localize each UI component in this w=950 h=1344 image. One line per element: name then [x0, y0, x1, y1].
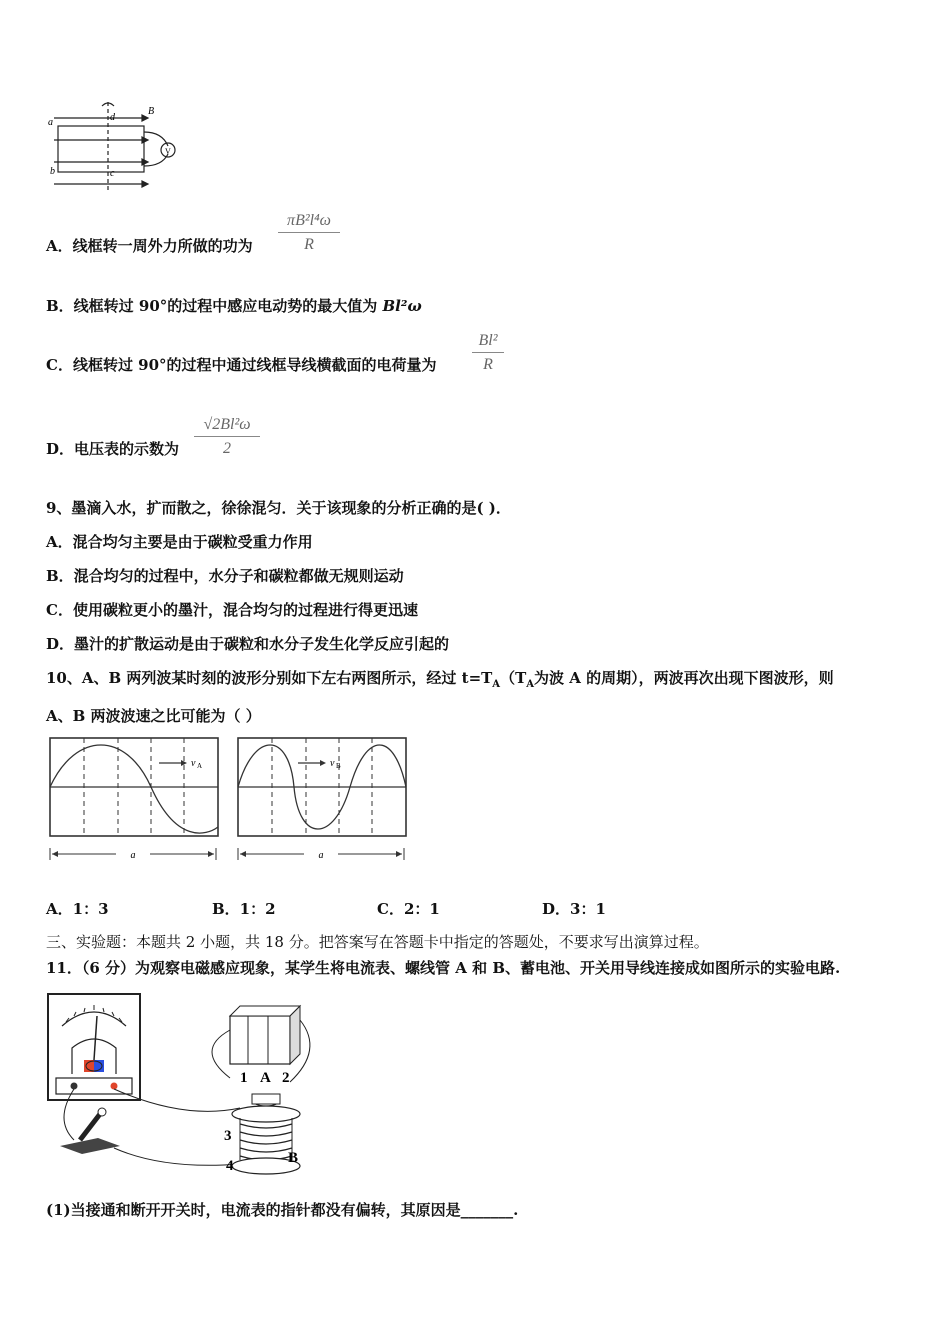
q10-option-b: B．1：2 — [212, 900, 276, 918]
q8-option-b — [46, 296, 422, 316]
label-terminal-4: 4 — [226, 1158, 234, 1174]
wave-b-figure — [234, 736, 410, 868]
label-a: a — [48, 117, 53, 128]
q11-sub1: (1)当接通和断开开关时，电流表的指针都没有偏转，其原因是_______. — [46, 1201, 519, 1219]
frac-num: √2Bl²ω — [203, 416, 251, 433]
label-b: b — [50, 166, 55, 177]
label-coil-A: A — [260, 1070, 271, 1086]
q8-option-b-text: B．线框转过 90°的过程中感应电动势的最大值为 — [46, 297, 383, 315]
q10-stem-part2: （T — [500, 669, 527, 687]
q8-option-a-text: A．线框转一周外力所做的功为 — [46, 237, 253, 255]
wave-b-velocity-label: v — [330, 758, 335, 769]
q8-option-a-fraction — [278, 212, 340, 254]
q8-option-c-text: C．线框转过 90°的过程中通过线框导线横截面的电荷量为 — [46, 356, 437, 374]
label-coil-B: B — [288, 1150, 299, 1166]
label-terminal-3: 3 — [224, 1128, 232, 1144]
wave-a-velocity-sub: A — [197, 762, 203, 770]
q9-option-a: A．混合均匀主要是由于碳粒受重力作用 — [46, 533, 313, 551]
label-terminal-2: 2 — [282, 1070, 290, 1086]
section-3-heading: 三、实验题：本题共 2 小题，共 18 分。把答案写在答题卡中指定的答题处，不要求写出演算过程。 — [46, 933, 709, 951]
q8-option-d-fraction — [194, 416, 260, 458]
q10-stem-line2: A、B 两波波速之比可能为（ ） — [46, 707, 261, 725]
q9-option-c: C．使用碳粒更小的墨汁，混合均匀的过程进行得更迅速 — [46, 601, 418, 619]
frac-den: R — [304, 236, 314, 253]
label-d: d — [110, 112, 115, 123]
label-voltmeter: V — [165, 147, 171, 156]
q8-option-c — [46, 355, 437, 375]
label-c: c — [110, 168, 115, 179]
q10-stem-part1: 10、A、B 两列波某时刻的波形分别如下左右两图所示，经过 t=T — [46, 669, 493, 687]
q10-option-d: D．3：1 — [542, 900, 606, 918]
label-terminal-1: 1 — [240, 1070, 248, 1086]
q10-option-a: A．1：3 — [46, 900, 109, 918]
wave-a-figure — [46, 736, 222, 868]
wave-a-velocity-label: v — [191, 758, 196, 769]
q8-option-d-text: D．电压表的示数为 — [46, 440, 180, 458]
q10-stem-sub2: A — [526, 679, 534, 690]
wave-b-velocity-sub: B — [336, 762, 341, 770]
wave-b-length-label: a — [318, 850, 324, 861]
q10-option-c: C．2：1 — [377, 900, 440, 918]
q10-stem-sub1: A — [492, 679, 501, 690]
q8-option-a — [46, 236, 253, 256]
label-field-B: B — [148, 106, 155, 117]
q10-stem — [46, 668, 834, 695]
frac-num: Bl² — [478, 332, 498, 349]
q8-option-c-fraction — [472, 332, 504, 374]
q10-stem-part3: 为波 A 的周期），两波再次出现下图波形，则 — [534, 669, 834, 687]
q9-option-d: D．墨汁的扩散运动是由于碳粒和水分子发生化学反应引起的 — [46, 635, 450, 653]
q8-option-d — [46, 439, 179, 459]
q9-option-b: B．混合均匀的过程中，水分子和碳粒都做无规则运动 — [46, 567, 404, 585]
frac-den: 2 — [223, 440, 231, 457]
frac-num: πB²l⁴ω — [287, 212, 331, 229]
coil-in-field-figure — [44, 98, 184, 194]
q11-stem: 11．（6 分）为观察电磁感应现象，某学生将电流表、螺线管 A 和 B、蓄电池、开关用导线连接成如图所示的实验电路. — [46, 959, 841, 977]
frac-den: R — [483, 356, 493, 373]
circuit-figure — [44, 990, 334, 1180]
q9-stem: 9、墨滴入水，扩而散之，徐徐混匀．关于该现象的分析正确的是( )． — [46, 499, 511, 517]
wave-a-length-label: a — [130, 850, 136, 861]
q8-option-b-math: Bl²ω — [382, 297, 422, 315]
